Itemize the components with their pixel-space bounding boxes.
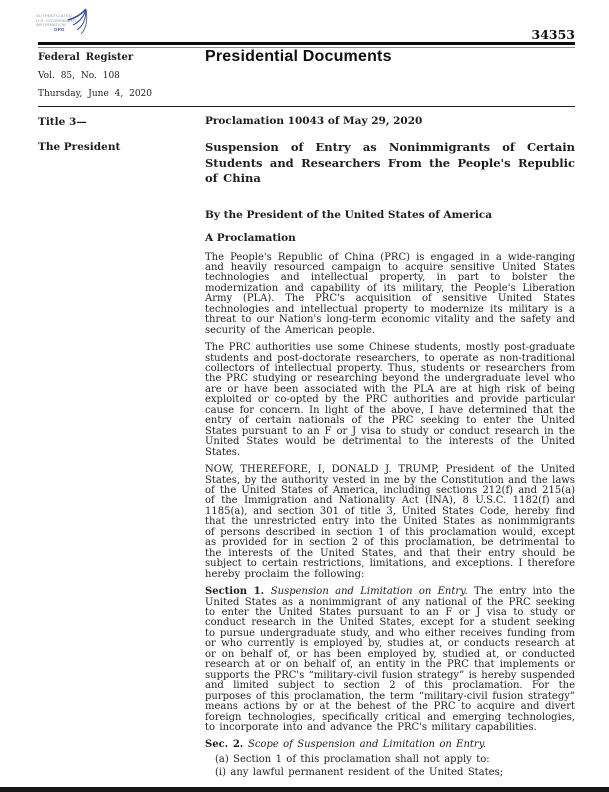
journal-name: Federal Register <box>38 52 134 63</box>
document-title: Suspension of Entry as Nonimmigrants of Certain Students and Researchers From the People's Republic of China <box>205 140 575 185</box>
masthead-title: Presidential Documents <box>205 48 392 65</box>
gpo-abbr-label: GPO <box>54 26 65 32</box>
byline: By the President of the United States of America <box>205 208 493 221</box>
body-paragraph: NOW, THEREFORE, I, DONALD J. TRUMP, President of the United States, by the authority vested in me by the Constitution and the laws of the United States of America, including sections 212(f) and 215(a) of the Immigration and Nationality Act (INA), 8 U.S.C. 1182(f) and 1185(a), and section 301 of title 3, United States Code, hereby find that the unrestricted entry into the United States as nonimmigrants of persons described in section 1 of this proclamation would, except as provided for in section 2 of this proclamation, be detrimental to the interests of the United States, and that their entry should be subject to certain restrictions, limitations, and exceptions. I therefore hereby proclaim the following: <box>205 464 575 580</box>
volume-line: Vol. 85, No. 108 <box>38 71 120 81</box>
eagle-swoosh-icon <box>66 8 88 36</box>
proclamation-heading: A Proclamation <box>205 231 296 244</box>
date-line: Thursday, June 4, 2020 <box>38 89 152 99</box>
gpo-logo-line: INFORMATION <box>36 22 66 28</box>
clause-i: (i) any lawful permanent resident of the United States; <box>215 766 504 778</box>
clause-a: (a) Section 1 of this proclamation shall not apply to: <box>215 753 490 765</box>
section-1-italic-title: Suspension and Limitation on Entry. <box>270 586 475 598</box>
sidebar-title-label: Title 3— <box>38 116 87 128</box>
masthead-bottom-rule <box>38 106 575 108</box>
page-bottom-edge <box>0 787 609 792</box>
gpo-logo-line: U.S. GOVERNMENT <box>36 17 77 23</box>
section-1-paragraph <box>205 587 575 733</box>
section-2-italic-title: Scope of Suspension and Limitation on Entry. <box>247 739 487 751</box>
section-2-line <box>205 740 575 750</box>
proclamation-number-line: Proclamation 10043 of May 29, 2020 <box>205 115 423 127</box>
section-1-label: Section 1. <box>205 586 271 598</box>
section-1-body: The entry into the United States as a nonimmigrant of any national of the PRC seeking to enter the United States pursuant to an F or J visa to study or conduct research in the United States, except for a student seeking to pursue undergraduate study, and who either receives funding from or who currently is employed by, studies at, or conducts research at or on behalf of, or has been employed by, studied at, or conducted research at or on behalf of, an entity in the PRC that implements or supports the PRC's “military-civil fusion strategy” is hereby suspended and limited subject to section 2 of this proclamation. For the purposes of this proclamation, the term “military-civil fusion strategy” means actions by or at the behest of the PRC to acquire and divert foreign technologies, specifically critical and emerging technologies, to incorporate into and advance the PRC's military capabilities. <box>205 586 575 733</box>
document-body-column <box>205 116 575 781</box>
sidebar-president-label: The President <box>38 141 121 153</box>
section-2-label: Sec. 2. <box>205 739 248 751</box>
body-paragraph: The PRC authorities use some Chinese students, mostly post-graduate students and post-doctorate researchers, to operate as non-traditional collectors of intellectual property. Thus, students or researchers from the PRC studying or researching beyond the undergraduate level who are or have been associated with the PLA are at high risk of being exploited or co-opted by the PRC authorities and provide particular cause for concern. In light of the above, I have determined that the entry of certain nationals of the PRC seeking to enter the United States pursuant to an F or J visa to study or conduct research in the United States would be detrimental to the interests of the United States. <box>205 342 575 458</box>
gpo-logo-line: AUTHENTICATED <box>36 13 72 18</box>
page-number: 34353 <box>531 27 575 42</box>
body-paragraph: The People's Republic of China (PRC) is engaged in a wide-ranging and heavily resourced campaign to acquire sensitive United States technologies and intellectual property, in part to bolster the modernization and capability of its military, the People's Liberation Army (PLA). The PRC's acquisition of sensitive United States technologies and intellectual property to modernize its military is a threat to our Nation's long-term economic vitality and the safety and security of the American people. <box>205 251 575 336</box>
gpo-authentication-logo <box>36 8 88 38</box>
header-rule-thick <box>38 42 575 45</box>
